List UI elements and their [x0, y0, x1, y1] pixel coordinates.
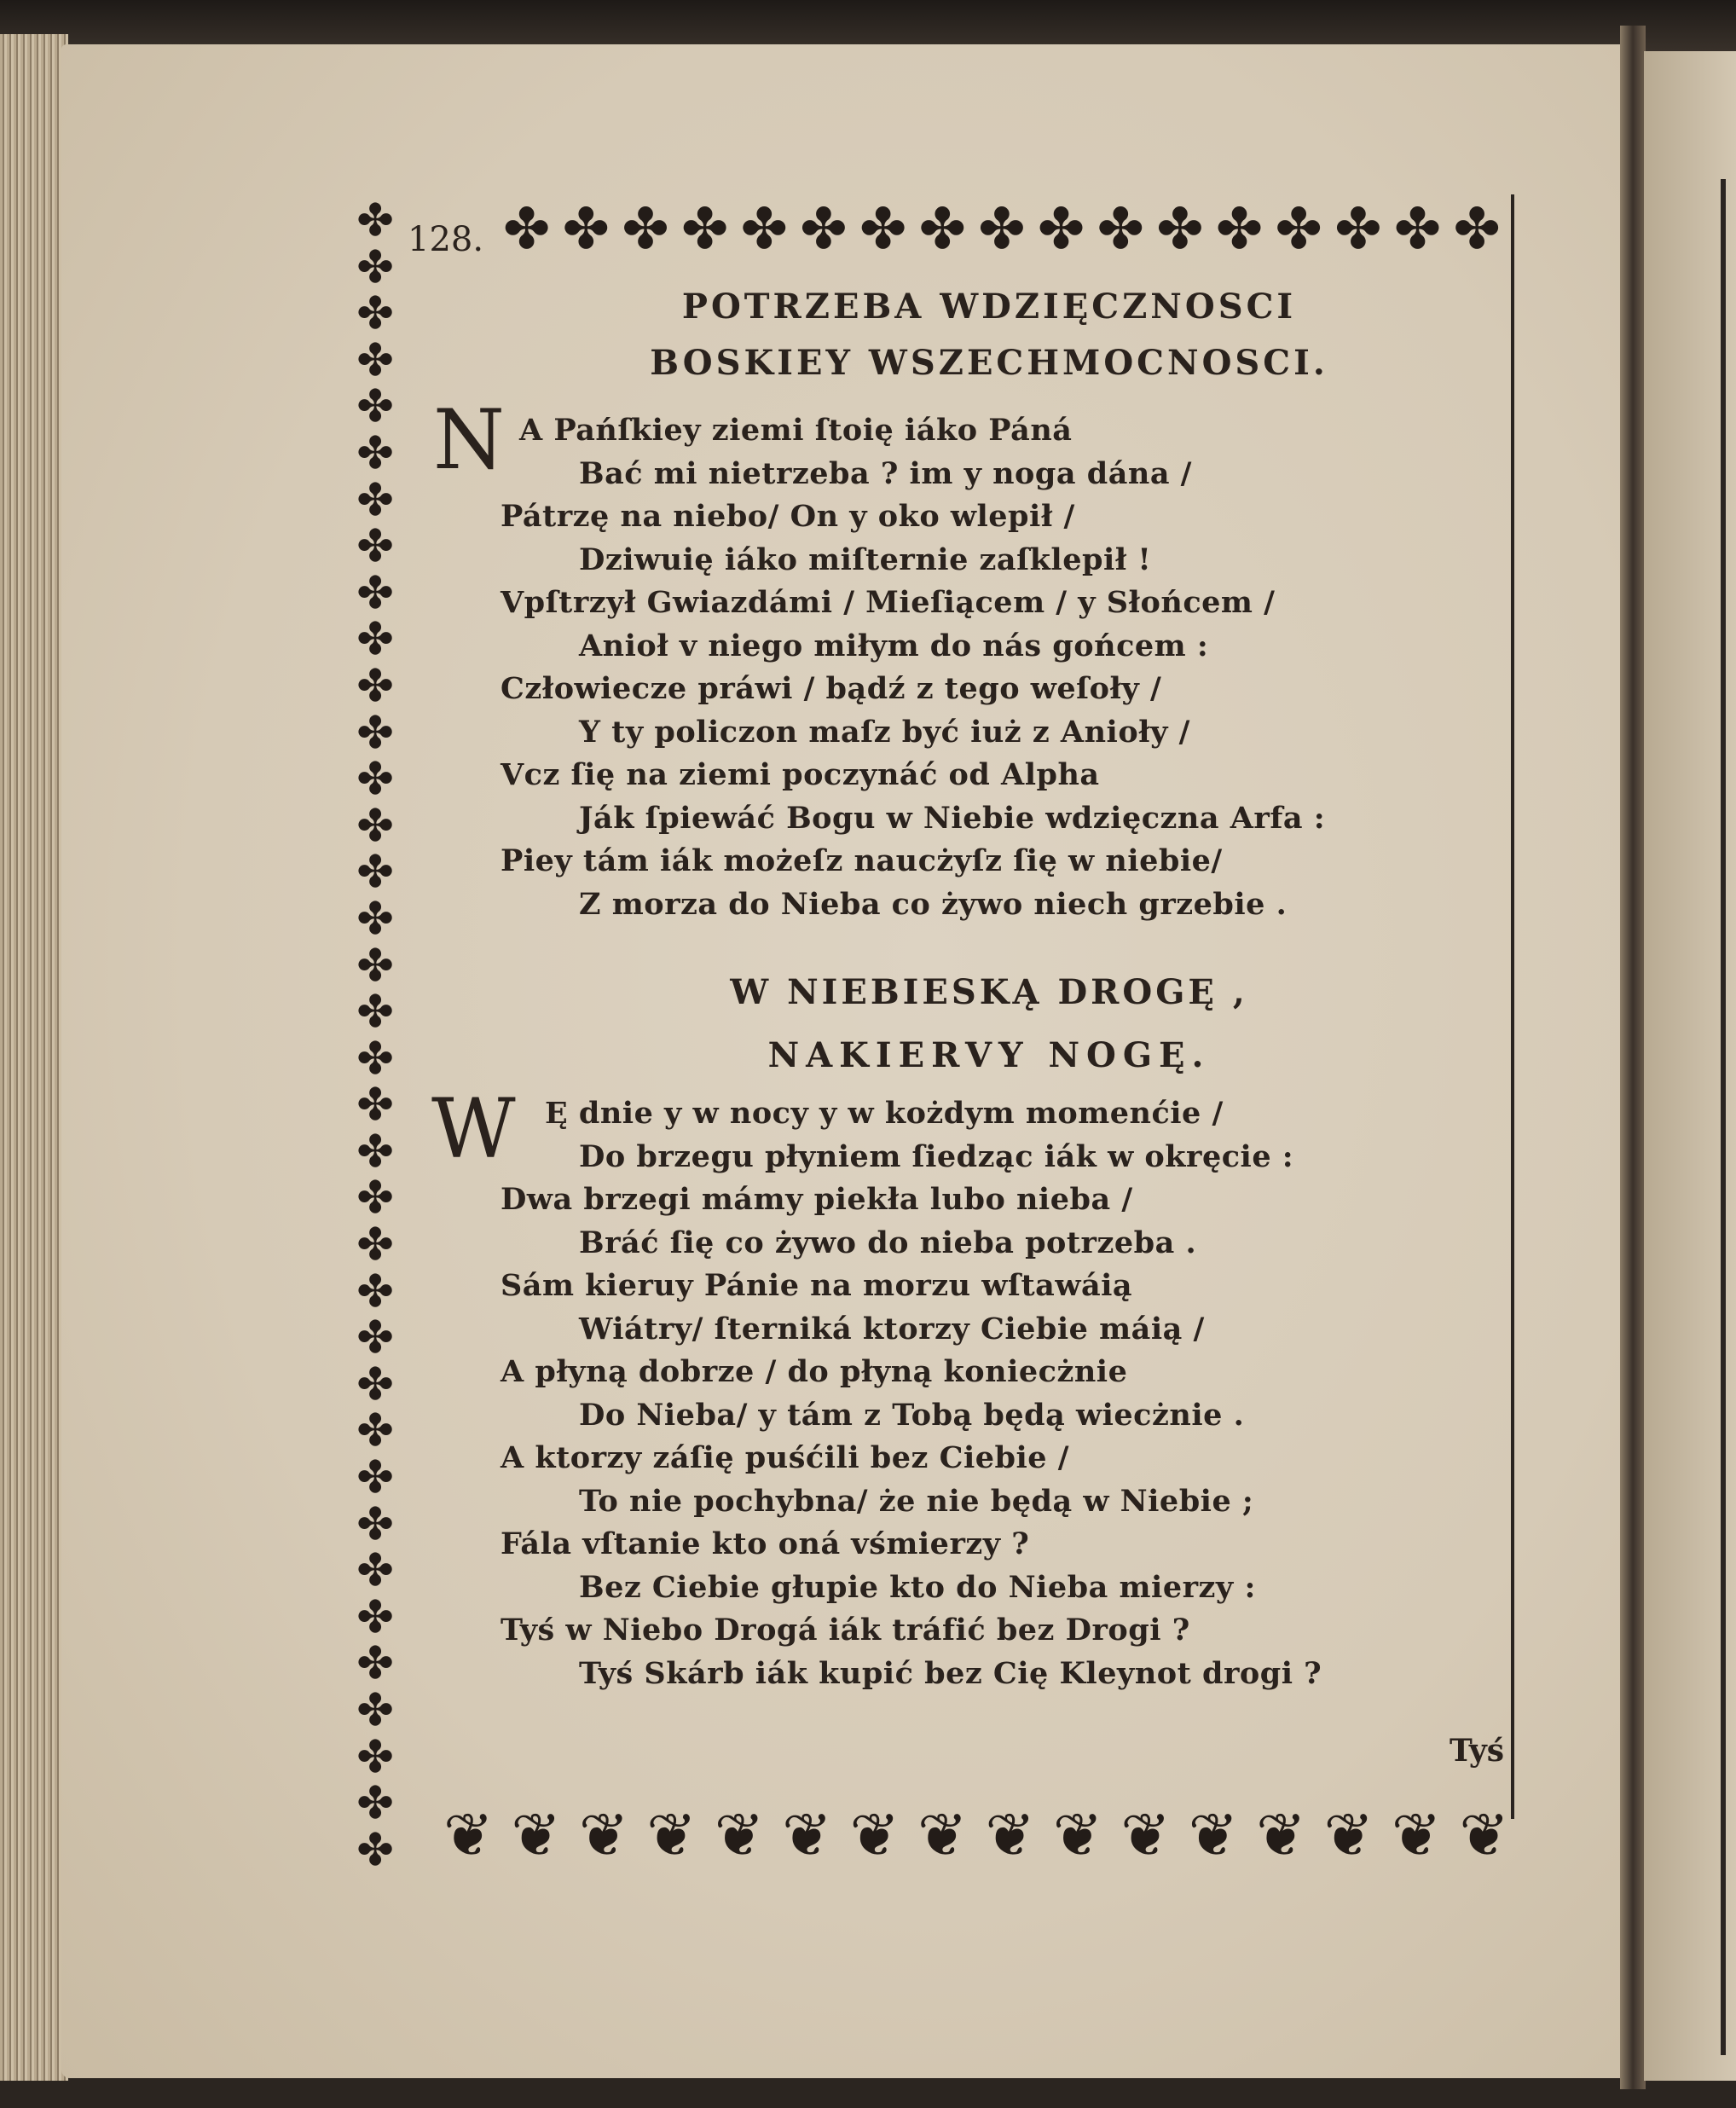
ornament-fleuron-icon: ✤ — [356, 987, 394, 1039]
ornament-fleuron-icon: ✤ — [356, 334, 394, 386]
poem2-stanza — [501, 1092, 1507, 1695]
ornament-border-left — [344, 195, 406, 1876]
ornament-fleuron-icon: ✤ — [356, 567, 394, 619]
ornament-fleuron-icon: ✤ — [356, 1126, 394, 1178]
verse-line: To nie pochybna/ że nie będą w Niebie ; — [579, 1483, 1254, 1519]
ornament-fleuron-icon: ✤ — [356, 427, 394, 479]
verse-line: Pátrzę na niebo/ On y oko wlepił / — [501, 499, 1075, 534]
ornament-fleuron-icon: ✤ — [1037, 196, 1085, 262]
page-stack-left — [0, 34, 68, 2081]
verse-line: Do brzegu płyniem ſiedząc iák w okręcie : — [579, 1138, 1294, 1174]
verse-line: Vpſtrzył Gwiazdámi / Mieſiącem / y Słońcem / — [501, 585, 1276, 620]
ornament-fleuron-icon: ❦ — [1323, 1800, 1374, 1870]
ornament-fleuron-icon: ✤ — [356, 1265, 394, 1318]
verse-line: Do Nieba/ y tám z Tobą będą wiecżnie . — [579, 1397, 1245, 1433]
ornament-fleuron-icon: ✤ — [356, 1591, 394, 1643]
verse-line: Bać mi nietrzeba ? im y noga dána / — [579, 455, 1192, 491]
ornament-fleuron-icon: ✤ — [356, 1405, 394, 1457]
ornament-fleuron-icon: ❦ — [985, 1800, 1036, 1870]
ornament-fleuron-icon: ❦ — [1256, 1800, 1306, 1870]
ornament-fleuron-icon: ✤ — [356, 474, 394, 526]
ornament-fleuron-icon: ✤ — [356, 1638, 394, 1690]
ornament-fleuron-icon: ❦ — [1052, 1800, 1103, 1870]
poem1-stanza — [501, 409, 1507, 926]
ornament-fleuron-icon: ✤ — [356, 800, 394, 852]
poem1-title-line-1: POTRZEBA WDZIĘCZNOSCI — [681, 287, 1297, 327]
verse-line: Bráć ſię co żywo do nieba potrzeba . — [579, 1225, 1197, 1260]
border-rule-right — [1511, 194, 1514, 1819]
ornament-fleuron-icon: ✤ — [562, 196, 610, 262]
verse-line: A ktorzy záſię puśćili bez Ciebie / — [501, 1440, 1070, 1475]
ornament-fleuron-icon: ✤ — [356, 1219, 394, 1271]
verse-line: Fála vſtanie kto oná vśmierzy ? — [501, 1526, 1030, 1561]
ornament-fleuron-icon: ✤ — [356, 1731, 394, 1783]
ornament-fleuron-icon: ✤ — [356, 614, 394, 666]
ornament-fleuron-icon: ✤ — [356, 1312, 394, 1364]
ornament-fleuron-icon: ✤ — [356, 893, 394, 945]
book-gutter — [1620, 26, 1646, 2089]
verse-line: Sám kieruy Pánie na morzu wſtawáią — [501, 1268, 1133, 1303]
ornament-fleuron-icon: ✤ — [356, 195, 394, 246]
verse-line: Ę dnie y w nocy y w kożdym momenćie / — [545, 1096, 1224, 1131]
ornament-border-bottom — [443, 1801, 1509, 1869]
ornament-fleuron-icon: ✤ — [680, 196, 729, 262]
ornament-fleuron-icon: ✤ — [503, 196, 551, 262]
ornament-fleuron-icon: ✤ — [918, 196, 966, 262]
ornament-fleuron-icon: ✤ — [356, 1452, 394, 1504]
ornament-fleuron-icon: ❦ — [1459, 1800, 1509, 1870]
verse-line: A płyną dobrze / do płyną koniecżnie — [501, 1354, 1128, 1389]
verse-line: Dziwuię iáko miſternie zaſklepił ! — [579, 541, 1152, 577]
ornament-fleuron-icon: ✤ — [1215, 196, 1264, 262]
verse-line: A Pańſkiey ziemi ſtoię iáko Páná — [519, 413, 1073, 448]
ornament-fleuron-icon: ❦ — [1188, 1800, 1239, 1870]
verse-line: Ják ſpiewáć Bogu w Niebie wdzięczna Arfa : — [579, 800, 1326, 836]
ornament-fleuron-icon: ❦ — [917, 1800, 968, 1870]
verse-line: Wiátry/ ſterniká ktorzy Ciebie máią / — [579, 1311, 1205, 1346]
poem1-title-line-2: BOSKIEY WSZECHMOCNOSCI. — [650, 343, 1328, 383]
ornament-fleuron-icon: ❦ — [646, 1800, 697, 1870]
ornament-fleuron-icon: ✤ — [356, 707, 394, 759]
ornament-fleuron-icon: ✤ — [1334, 196, 1382, 262]
ornament-fleuron-icon: ✤ — [356, 1824, 394, 1876]
ornament-fleuron-icon: ✤ — [356, 1498, 394, 1550]
ornament-fleuron-icon: ✤ — [356, 1358, 394, 1410]
verse-line: Z morza do Nieba co żywo niech grzebie . — [579, 886, 1288, 922]
poem2-title-line-2: NAKIERVY NOGĘ. — [767, 1035, 1211, 1075]
ornament-fleuron-icon: ✤ — [859, 196, 907, 262]
ornament-fleuron-icon: ✤ — [356, 288, 394, 340]
ornament-fleuron-icon: ✤ — [740, 196, 788, 262]
ornament-fleuron-icon: ✤ — [356, 660, 394, 712]
ornament-fleuron-icon: ✤ — [356, 381, 394, 433]
ornament-border-top — [503, 198, 1501, 261]
ornament-fleuron-icon: ✤ — [978, 196, 1026, 262]
ornament-fleuron-icon: ✤ — [356, 1033, 394, 1085]
ornament-fleuron-icon: ❦ — [714, 1800, 765, 1870]
ornament-fleuron-icon: ✤ — [622, 196, 669, 262]
ornament-fleuron-icon: ✤ — [1156, 196, 1204, 262]
ornament-fleuron-icon: ❦ — [782, 1800, 832, 1870]
ornament-fleuron-icon: ✤ — [1097, 196, 1144, 262]
ornament-fleuron-icon: ✤ — [356, 847, 394, 899]
poem2-drop-cap: W — [431, 1081, 516, 1177]
ornament-fleuron-icon: ❦ — [443, 1800, 494, 1870]
ornament-fleuron-icon: ✤ — [800, 196, 848, 262]
verse-line: Piey tám iák możeſz naucżyſz ſię w niebie/ — [501, 843, 1223, 878]
ornament-fleuron-icon: ✤ — [356, 1545, 394, 1597]
verse-line: Bez Ciebie głupie kto do Nieba mierzy : — [579, 1569, 1256, 1605]
facing-page-edge — [1644, 51, 1736, 2081]
verse-line: Anioł v niego miłym do nás gońcem : — [579, 628, 1209, 663]
ornament-fleuron-icon: ✤ — [356, 1080, 394, 1132]
page-number: 128. — [408, 220, 484, 259]
catchword: Tyś — [1450, 1733, 1505, 1769]
ornament-fleuron-icon: ✤ — [356, 754, 394, 806]
verse-line: Y ty policzon maſz być iuż z Anioły / — [579, 714, 1190, 750]
ornament-fleuron-icon: ❦ — [1120, 1800, 1171, 1870]
ornament-fleuron-icon: ❦ — [849, 1800, 900, 1870]
ornament-fleuron-icon: ✤ — [356, 940, 394, 992]
ornament-fleuron-icon: ✤ — [356, 1173, 394, 1225]
ornament-fleuron-icon: ❦ — [578, 1800, 629, 1870]
verse-line: Vcz ſię na ziemi poczynáć od Alpha — [501, 757, 1100, 792]
ornament-fleuron-icon: ❦ — [1391, 1800, 1442, 1870]
ornament-fleuron-icon: ✤ — [1393, 196, 1442, 262]
verse-line: Tyś Skárb iák kupić bez Cię Kleynot drogi ? — [579, 1655, 1322, 1691]
poem1-drop-cap: N — [433, 392, 505, 488]
ornament-fleuron-icon: ✤ — [356, 1685, 394, 1736]
ornament-fleuron-icon: ✤ — [1453, 196, 1501, 262]
verse-line: Dwa brzegi mámy piekła lubo nieba / — [501, 1182, 1133, 1217]
verse-line: Tyś w Niebo Drogá iák tráfić bez Drogi ? — [501, 1613, 1190, 1648]
ornament-fleuron-icon: ❦ — [511, 1800, 562, 1870]
ornament-fleuron-icon: ✤ — [1275, 196, 1322, 262]
poem2-title-line-1: W NIEBIESKĄ DROGĘ , — [730, 972, 1248, 1012]
ornament-fleuron-icon: ✤ — [356, 241, 394, 293]
ornament-fleuron-icon: ✤ — [356, 1778, 394, 1830]
ornament-fleuron-icon: ✤ — [356, 521, 394, 573]
verse-line: Człowiecze práwi / bądź z tego weſoły / — [501, 671, 1162, 706]
